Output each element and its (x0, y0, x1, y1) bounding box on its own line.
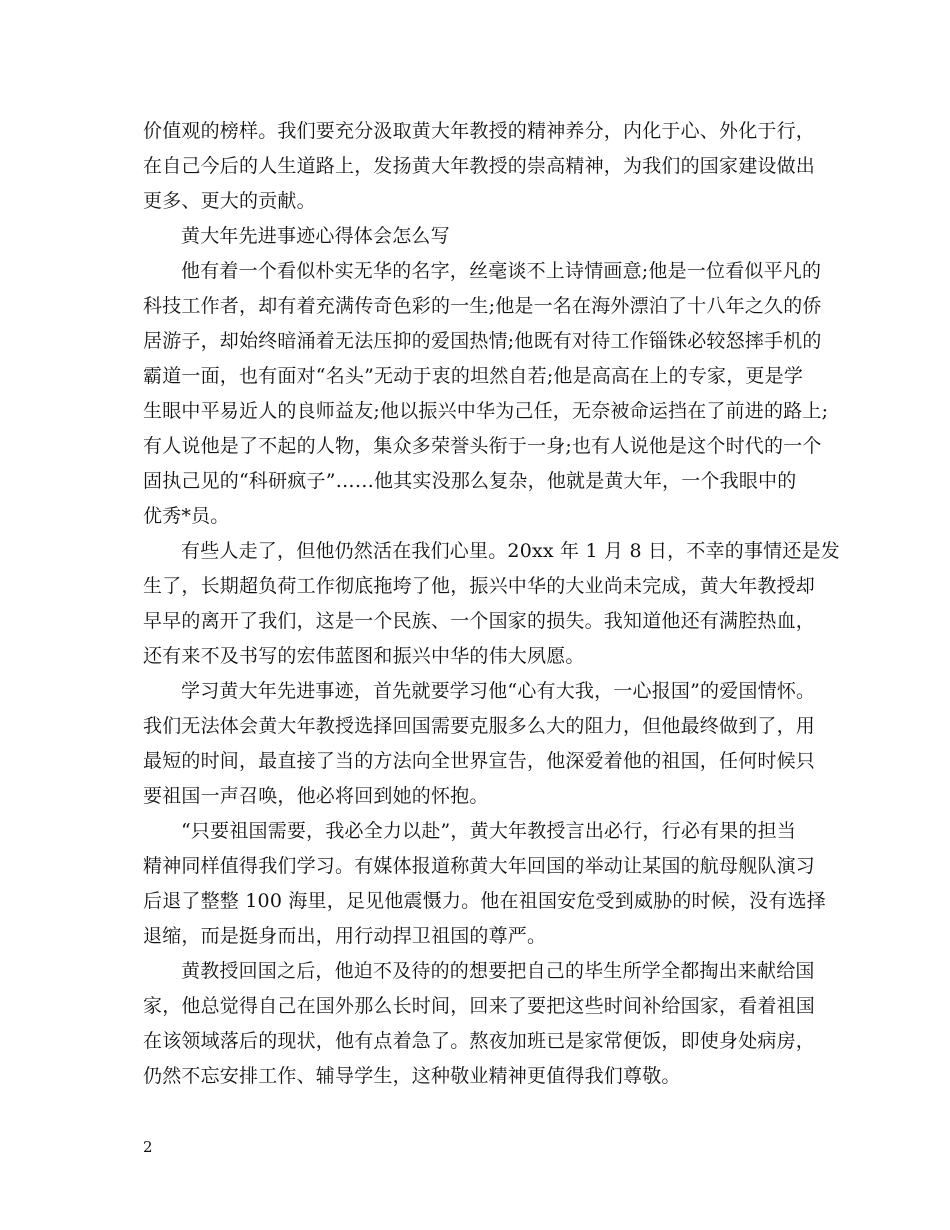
text-line: 在该领域落后的现状，他有点着急了。熬夜加班已是家常便饭，即使身处病房， (143, 1030, 816, 1052)
text-line: 更多、更大的贡献。 (143, 190, 316, 212)
text-line: 有些人走了，但他仍然活在我们心里。20xx 年 1 月 8 日，不幸的事情还是发 (181, 540, 840, 562)
section-heading: 黄大年先进事迹心得体会怎么写 (181, 225, 450, 247)
text-line: “只要祖国需要，我必全力以赴”，黄大年教授言出必行，行必有果的担当 (181, 820, 797, 842)
text-line: 学习黄大年先进事迹，首先就要学习他“心有大我，一心报国”的爱国情怀。 (181, 680, 816, 702)
document-body (143, 114, 840, 1094)
text-line: 家，他总觉得自己在国外那么长时间，回来了要把这些时间补给国家，看着祖国 (143, 995, 816, 1017)
text-line: 霸道一面，也有面对“名头”无动于衷的坦然自若;他是高高在上的专家，更是学 (143, 365, 804, 387)
page-number: 2 (143, 1138, 153, 1156)
text-line: 有人说他是了不起的人物，集众多荣誉头衔于一身;也有人说他是这个时代的一个 (143, 435, 822, 457)
text-line: 仍然不忘安排工作、辅导学生，这种敬业精神更值得我们尊敬。 (143, 1065, 681, 1087)
text-line: 最短的时间，最直接了当的方法向全世界宣告，他深爱着他的祖国，任何时候只 (143, 750, 816, 772)
text-line: 还有来不及书写的宏伟蓝图和振兴中华的伟大夙愿。 (143, 645, 585, 667)
text-line: 生了，长期超负荷工作彻底拖垮了他，振兴中华的大业尚未完成，黄大年教授却 (143, 575, 816, 597)
text-line: 早早的离开了我们，这是一个民族、一个国家的损失。我知道他还有满腔热血， (143, 610, 816, 632)
text-line: 黄教授回国之后，他迫不及待的的想要把自己的毕生所学全都掏出来献给国 (181, 960, 815, 982)
text-line: 要祖国一声召唤，他必将回到她的怀抱。 (143, 785, 489, 807)
text-line: 我们无法体会黄大年教授选择回国需要克服多么大的阻力，但他最终做到了，用 (143, 715, 816, 737)
text-line: 居游子，却始终暗涌着无法压抑的爱国热情;他既有对待工作锱铢必较怒摔手机的 (143, 330, 822, 352)
text-line: 精神同样值得我们学习。有媒体报道称黄大年回国的举动让某国的航母舰队演习 (143, 855, 816, 877)
text-line: 优秀*员。 (143, 505, 230, 527)
text-line: 退缩，而是挺身而出，用行动捍卫祖国的尊严。 (143, 925, 547, 947)
text-line: 固执己见的“科研疯子”……他其实没那么复杂，他就是黄大年，一个我眼中的 (143, 470, 797, 492)
text-line: 在自己今后的人生道路上，发扬黄大年教授的崇高精神，为我们的国家建设做出 (143, 155, 816, 177)
text-line: 他有着一个看似朴实无华的名字，丝毫谈不上诗情画意;他是一位看似平凡的 (181, 260, 822, 282)
text-line: 生眼中平易近人的良师益友;他以振兴中华为己任，无奈被命运挡在了前进的路上; (143, 400, 829, 422)
text-line: 价值观的榜样。我们要充分汲取黄大年教授的精神养分，内化于心、外化于行， (143, 120, 816, 142)
text-line: 科技工作者，却有着充满传奇色彩的一生;他是一名在海外漂泊了十八年之久的侨 (143, 295, 822, 317)
text-line: 后退了整整 100 海里，足见他震慑力。他在祖国安危受到威胁的时候，没有选择 (143, 890, 826, 912)
